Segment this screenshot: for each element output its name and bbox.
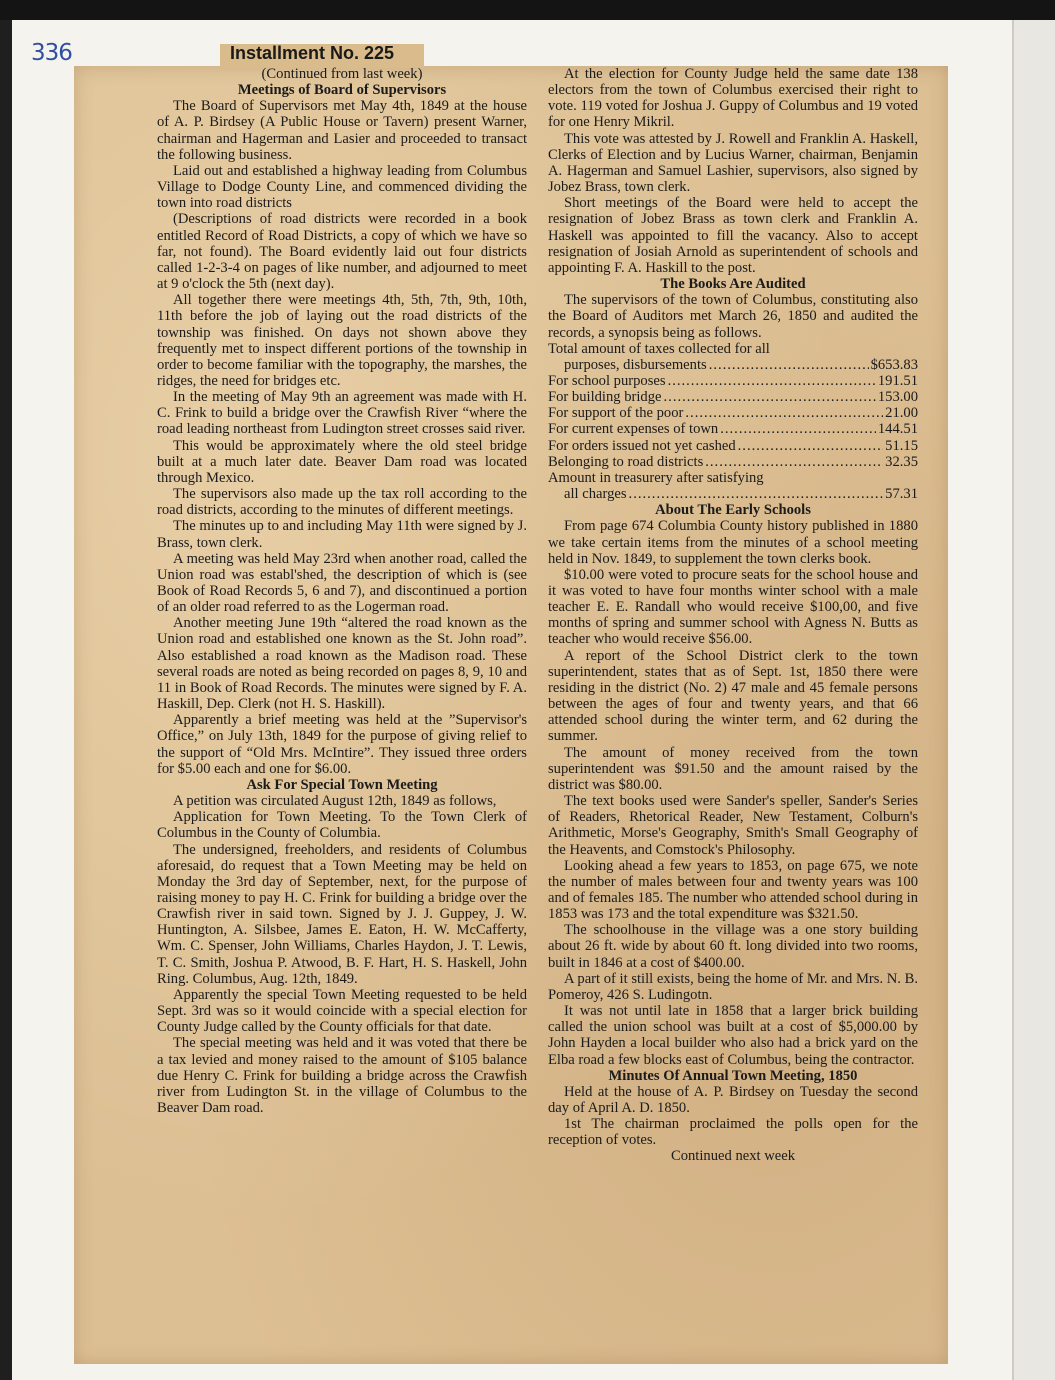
ledger-label: For orders issued not yet cashed — [548, 437, 736, 454]
ledger-amount: 32.35 — [885, 453, 918, 470]
paragraph: It was not until late in 1858 that a larger brick building called the union school was built at a cost of $5,000.00 by John Hayden a local builder who also had a brick yard on the Elba road a few blocks east of Columbus, being the contractor. — [548, 1003, 918, 1068]
ledger-leader-dots — [738, 438, 884, 454]
paragraph: In the meeting of May 9th an agreement was made with H. C. Frink to build a bridge over the Crawfish River “where the road leading northeast from Ludington street crosses said river. — [157, 389, 527, 438]
paragraph: All together there were meetings 4th, 5th, 7th, 9th, 10th, 11th before the job of laying out the road districts of the township was finished. On days not shown above they frequently met to inspect different portions of the township in order to become familiar with the topography, the marshes, the ridges, the need for bridges etc. — [157, 292, 527, 389]
right-column — [548, 66, 918, 1165]
ledger-row — [548, 438, 918, 454]
ledger-label: purposes, disbursements — [564, 356, 707, 373]
ledger-leader-dots — [685, 405, 883, 421]
centered-note: Continued next week — [670, 1148, 796, 1165]
ledger-row — [548, 454, 918, 470]
centered-note: (Continued from last week) — [261, 66, 423, 82]
ledger-leader-dots — [709, 357, 869, 373]
audit-ledger — [548, 341, 918, 503]
ledger-intro-2: Amount in treasurery after satisfying — [548, 469, 764, 486]
ledger-leader-dots — [720, 421, 876, 437]
paragraph: The special meeting was held and it was voted that there be a tax levied and money raised to the amount of $105 balance due Henry C. Frink for building a bridge across the Crawfish river from Ludington St. in the village of Columbus to the Beaver Dam road. — [157, 1035, 527, 1116]
ledger-leader-dots — [668, 373, 876, 389]
paragraph: Short meetings of the Board were held to accept the resignation of Jobez Brass as town clerk and Franklin A. Haskell was appointed to fill the vacancy. Also to accept resignation of Josiah Arnold as superintendent of schools and appointing F. A. Haskill to the post. — [548, 195, 918, 276]
ledger-label: all charges — [564, 486, 627, 503]
ledger-row — [548, 389, 918, 405]
ledger-amount: $653.83 — [870, 356, 918, 373]
ledger-row — [548, 421, 918, 437]
paragraph: Apparently the special Town Meeting requested to be held Sept. 3rd was so it would coincide with a special election for County Judge called by the County officials for that date. — [157, 986, 527, 1036]
paragraph: A report of the School District clerk to the town superintendent, states that as of Sept. 1st, 1850 there were residing in the district (No. 2) 47 male and 45 female persons between the ages of four and twenty years, and that 66 attended school during the winter term, and 62 during the summer. — [548, 647, 918, 745]
scanner-top-border — [0, 0, 1055, 20]
paragraph: The Board of Supervisors met May 4th, 1849 at the house of A. P. Birdsey (A Public House or Tavern) present Warner, chairman and Hagerman and Lasier and proceeded to transact the following business. — [157, 98, 527, 163]
section-heading: Meetings of Board of Supervisors — [237, 82, 447, 99]
ledger-row — [548, 357, 918, 373]
paragraph: At the election for County Judge held the same date 138 electors from the town of Columbus exercised their right to vote. 119 voted for Joshua J. Guppy of Columbus and 19 voted for one Henry Mikril. — [548, 66, 918, 131]
paragraph: The text books used were Sander's speller, Sander's Series of Readers, Rhetorical Reader, New Testament, Colburn's Arithmetic, Morse's Geography, Smith's Small Geography of the Heavents, and Comstock's Philosophy. — [548, 793, 918, 858]
paragraph: The undersigned, freeholders, and residents of Columbus aforesaid, do request that a Town Meeting may be held on Monday the 3rd day of September, next, for the purpose of raising money to pay H. C. Frink for building a bridge over the Crawfish river in said town. Signed by J. J. Guppey, J. W. Huntington, A. Silsbee, James E. Eaton, H. W. McCafferty, Wm. C. Spenser, John Williams, Charles Haydon, J. T. Lewis, T. C. Smith, Joshua P. Atwood, B. F. Hart, H. S. Haskell, John Ring. Columbus, Aug. 12th, 1849. — [157, 841, 527, 987]
ledger-row-final — [548, 486, 918, 502]
section-heading: Minutes Of Annual Town Meeting, 1850 — [608, 1067, 858, 1084]
ledger-amount: 191.51 — [877, 372, 918, 389]
paragraph: The amount of money received from the town superintendent was $91.50 and the amount raised by the district was $80.00. — [548, 744, 918, 793]
installment-title: Installment No. 225 — [230, 43, 395, 63]
ledger-leader-dots — [664, 389, 876, 405]
ledger-amount: 57.31 — [885, 486, 918, 503]
ledger-leader-dots — [705, 454, 883, 470]
paragraph: The supervisors also made up the tax roll according to the road districts, according to the minutes of different meetings. — [157, 486, 527, 519]
ledger-label: Belonging to road districts — [548, 453, 704, 470]
paragraph: The minutes up to and including May 11th were signed by J. Brass, town clerk. — [157, 518, 527, 551]
right-column-top — [548, 66, 918, 341]
paragraph: The schoolhouse in the village was a one story building about 26 ft. wide by about 60 ft. long divided into two rooms, built in 1846 at a cost of $400.00. — [548, 922, 918, 971]
ledger-label: For current expenses of town — [548, 421, 719, 438]
ledger-label: For support of the poor — [548, 405, 684, 422]
paragraph: This vote was attested by J. Rowell and Franklin A. Haskell, Clerks of Election and by Lucius Warner, chairman, Benjamin A. Hagerman and Samuel Lashier, supervisors, also signed by Jobez Brass, town clerk. — [548, 130, 918, 196]
ledger-rows — [548, 357, 918, 470]
paragraph: Apparently a brief meeting was held at the ”Supervisor's Office,” on July 13th, 1849 for the purpose of giving relief to the support of “Old Mrs. McIntire”. They issued three orders for $5.00 each and one for $6.00. — [157, 712, 527, 777]
section-heading: The Books Are Audited — [660, 276, 806, 293]
ledger-amount: 21.00 — [885, 405, 918, 422]
ledger-row — [548, 373, 918, 389]
paragraph: $10.00 were voted to procure seats for the school house and it was voted to have four months winter school with a male teacher E. E. Randall who would receive $100,00, and five months of spring and summer school with Agness N. Butts as teacher who would receive $56.00. — [548, 566, 918, 648]
paragraph: A meeting was held May 23rd when another road, called the Union road was establ'shed, the description of which is (see Book of Road Records 5, 6 and 7), and discontinued a portion of an older road referred to as the Logerman road. — [157, 550, 527, 616]
section-heading: About The Early Schools — [655, 502, 811, 519]
paragraph: Laid out and established a highway leading from Columbus Village to Dodge County Line, and commenced dividing the town into road districts — [157, 162, 527, 212]
paragraph: 1st The chairman proclaimed the polls open for the reception of votes. — [548, 1116, 918, 1149]
ledger-leader-dots — [629, 486, 884, 502]
ledger-intro: Total amount of taxes collected for all — [548, 340, 770, 357]
page-edge — [1012, 20, 1055, 1380]
section-heading: Ask For Special Town Meeting — [246, 776, 438, 793]
handwritten-page-number: 336 — [31, 40, 72, 66]
paragraph: From page 674 Columbia County history published in 1880 we take certain items from the minutes of a school meeting held in Nov. 1849, to supplement the town clerks book. — [548, 518, 918, 567]
paragraph: This would be approximately where the old steel bridge built at a much later date. Beaver Dam road was located through Mexico. — [157, 437, 527, 486]
ledger-amount: 153.00 — [877, 389, 918, 406]
left-column — [157, 66, 527, 1116]
ledger-row — [548, 405, 918, 421]
ledger-amount: 144.51 — [877, 421, 918, 438]
paragraph: A part of it still exists, being the home of Mr. and Mrs. N. B. Pomeroy, 426 S. Ludingotn. — [548, 970, 918, 1003]
paragraph: Another meeting June 19th “altered the road known as the Union road and established one known as the St. John road”. Also established a road known as the Madison road. These several roads are noted as being recorded on pages 8, 9, 10 and 11 in Book of Road Records. The minutes were signed by F. A. Haskill, Dep. Clerk (not H. S. Haskill). — [157, 615, 527, 713]
paragraph: Looking ahead a few years to 1853, on page 675, we note the number of males between four and twenty years was 100 and of females 185. The number who attended school during in 1853 was 173 and the total expenditure was $321.50. — [548, 857, 918, 923]
ledger-label: For building bridge — [548, 389, 662, 406]
right-column-bottom — [548, 502, 918, 1164]
paragraph: Application for Town Meeting. To the Town Clerk of Columbus in the County of Columbia. — [157, 809, 527, 842]
paragraph: A petition was circulated August 12th, 1849 as follows, — [173, 793, 497, 810]
ledger-amount: 51.15 — [885, 437, 918, 454]
paragraph: (Descriptions of road districts were recorded in a book entitled Record of Road Districts, a copy of which we have so far, not found). The Board evidently laid out four districts called 1-2-3-4 on pages of like number, and adjourned to meet at 9 o'clock the 5th (next day). — [157, 211, 527, 293]
paragraph: Held at the house of A. P. Birdsey on Tuesday the second day of April A. D. 1850. — [548, 1083, 918, 1116]
paragraph: The supervisors of the town of Columbus, constituting also the Board of Auditors met March 26, 1850 and audited the records, a synopsis being as follows. — [548, 292, 918, 341]
ledger-label: For school purposes — [548, 372, 666, 389]
